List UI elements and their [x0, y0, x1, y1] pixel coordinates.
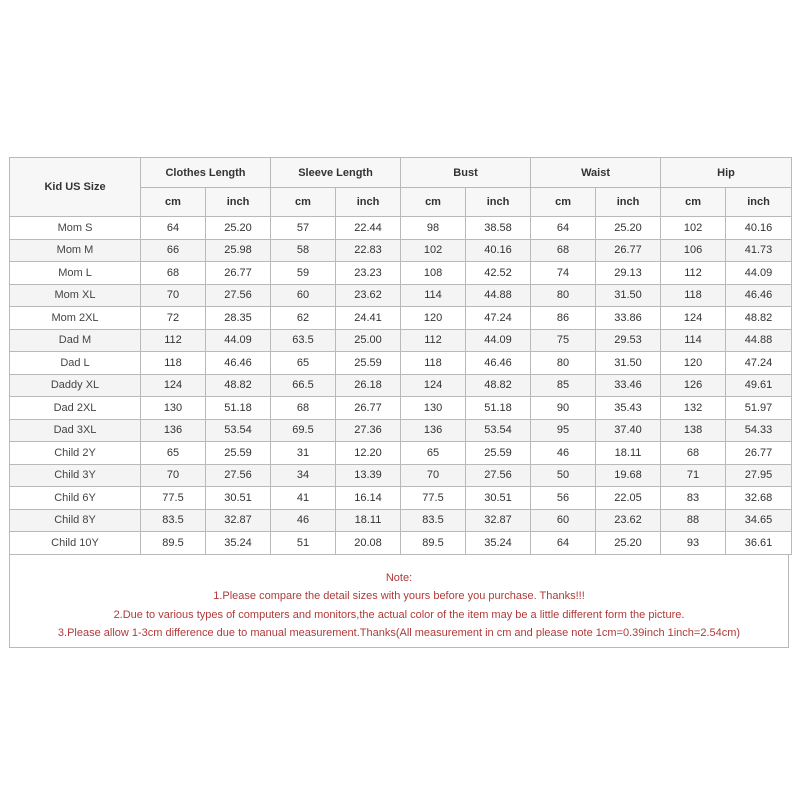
- measurement-cell: 80: [531, 352, 596, 375]
- measurement-cell: 64: [141, 217, 206, 240]
- measurement-cell: 112: [661, 262, 726, 285]
- measurement-cell: 68: [661, 442, 726, 465]
- measurement-cell: 88: [661, 509, 726, 532]
- measurement-cell: 31.50: [596, 284, 661, 307]
- table-row: [10, 284, 792, 307]
- measurement-cell: 95: [531, 419, 596, 442]
- size-label-cell: Mom M: [10, 239, 141, 262]
- measurement-cell: 90: [531, 397, 596, 420]
- measurement-cell: 102: [401, 239, 466, 262]
- measurement-cell: 124: [661, 307, 726, 330]
- measurement-cell: 20.08: [336, 532, 401, 555]
- header-clothes-length: Clothes Length: [141, 158, 271, 188]
- size-label-cell: Mom L: [10, 262, 141, 285]
- measurement-cell: 102: [661, 217, 726, 240]
- measurement-cell: 46.46: [726, 284, 792, 307]
- measurement-cell: 58: [271, 239, 336, 262]
- measurement-cell: 124: [141, 374, 206, 397]
- measurement-cell: 65: [271, 352, 336, 375]
- measurement-cell: 54.33: [726, 419, 792, 442]
- unit-header: inch: [336, 188, 401, 217]
- measurement-cell: 126: [661, 374, 726, 397]
- table-row: [10, 464, 792, 487]
- size-table: [9, 157, 792, 555]
- measurement-cell: 31.50: [596, 352, 661, 375]
- measurement-cell: 70: [141, 284, 206, 307]
- measurement-cell: 28.35: [206, 307, 271, 330]
- measurement-cell: 93: [661, 532, 726, 555]
- measurement-cell: 36.61: [726, 532, 792, 555]
- measurement-cell: 25.59: [466, 442, 531, 465]
- measurement-cell: 42.52: [466, 262, 531, 285]
- measurement-cell: 65: [401, 442, 466, 465]
- measurement-cell: 50: [531, 464, 596, 487]
- unit-header: inch: [596, 188, 661, 217]
- measurement-cell: 27.56: [206, 464, 271, 487]
- measurement-cell: 26.77: [726, 442, 792, 465]
- notes-box: [9, 555, 789, 648]
- size-label-cell: Dad 2XL: [10, 397, 141, 420]
- measurement-cell: 23.62: [596, 509, 661, 532]
- measurement-cell: 25.59: [336, 352, 401, 375]
- size-label-cell: Child 8Y: [10, 509, 141, 532]
- measurement-cell: 18.11: [596, 442, 661, 465]
- unit-header: cm: [661, 188, 726, 217]
- measurement-cell: 120: [401, 307, 466, 330]
- measurement-cell: 66: [141, 239, 206, 262]
- measurement-cell: 51.97: [726, 397, 792, 420]
- table-row: [10, 217, 792, 240]
- measurement-cell: 118: [661, 284, 726, 307]
- measurement-cell: 46: [531, 442, 596, 465]
- header-waist: Waist: [531, 158, 661, 188]
- measurement-cell: 37.40: [596, 419, 661, 442]
- unit-header: cm: [531, 188, 596, 217]
- size-label-cell: Child 3Y: [10, 464, 141, 487]
- measurement-cell: 33.86: [596, 307, 661, 330]
- measurement-cell: 72: [141, 307, 206, 330]
- measurement-cell: 27.95: [726, 464, 792, 487]
- notes-title: Note:: [385, 571, 413, 584]
- measurement-cell: 32.87: [206, 509, 271, 532]
- unit-header: cm: [271, 188, 336, 217]
- measurement-cell: 51: [271, 532, 336, 555]
- measurement-cell: 25.98: [206, 239, 271, 262]
- measurement-cell: 51.18: [466, 397, 531, 420]
- measurement-cell: 41.73: [726, 239, 792, 262]
- size-label-cell: Child 10Y: [10, 532, 141, 555]
- table-body: [10, 217, 792, 555]
- measurement-cell: 60: [531, 509, 596, 532]
- measurement-cell: 44.88: [726, 329, 792, 352]
- measurement-cell: 60: [271, 284, 336, 307]
- measurement-cell: 35.43: [596, 397, 661, 420]
- measurement-cell: 40.16: [466, 239, 531, 262]
- table-row: [10, 509, 792, 532]
- measurement-cell: 38.58: [466, 217, 531, 240]
- measurement-cell: 64: [531, 217, 596, 240]
- measurement-cell: 98: [401, 217, 466, 240]
- measurement-cell: 53.54: [466, 419, 531, 442]
- measurement-cell: 48.82: [726, 307, 792, 330]
- size-label-cell: Dad M: [10, 329, 141, 352]
- table-row: [10, 307, 792, 330]
- measurement-cell: 29.13: [596, 262, 661, 285]
- table-row: [10, 419, 792, 442]
- measurement-cell: 71: [661, 464, 726, 487]
- measurement-cell: 83.5: [401, 509, 466, 532]
- measurement-cell: 112: [141, 329, 206, 352]
- measurement-cell: 85: [531, 374, 596, 397]
- table-row: [10, 239, 792, 262]
- size-label-cell: Child 6Y: [10, 487, 141, 510]
- measurement-cell: 27.56: [206, 284, 271, 307]
- measurement-cell: 46.46: [206, 352, 271, 375]
- measurement-cell: 124: [401, 374, 466, 397]
- measurement-cell: 112: [401, 329, 466, 352]
- measurement-cell: 77.5: [401, 487, 466, 510]
- size-label-cell: Mom S: [10, 217, 141, 240]
- measurement-cell: 130: [401, 397, 466, 420]
- measurement-cell: 19.68: [596, 464, 661, 487]
- measurement-cell: 51.18: [206, 397, 271, 420]
- measurement-cell: 30.51: [466, 487, 531, 510]
- table-row: [10, 352, 792, 375]
- measurement-cell: 56: [531, 487, 596, 510]
- measurement-cell: 68: [531, 239, 596, 262]
- header-bust: Bust: [401, 158, 531, 188]
- measurement-cell: 22.44: [336, 217, 401, 240]
- unit-header: cm: [401, 188, 466, 217]
- unit-header: inch: [726, 188, 792, 217]
- measurement-cell: 68: [271, 397, 336, 420]
- measurement-cell: 118: [141, 352, 206, 375]
- measurement-cell: 32.87: [466, 509, 531, 532]
- measurement-cell: 86: [531, 307, 596, 330]
- size-label-cell: Dad 3XL: [10, 419, 141, 442]
- measurement-cell: 114: [401, 284, 466, 307]
- measurement-cell: 44.09: [726, 262, 792, 285]
- unit-header: inch: [206, 188, 271, 217]
- measurement-cell: 27.36: [336, 419, 401, 442]
- size-label-cell: Mom XL: [10, 284, 141, 307]
- measurement-cell: 62: [271, 307, 336, 330]
- measurement-cell: 13.39: [336, 464, 401, 487]
- measurement-cell: 44.09: [206, 329, 271, 352]
- measurement-cell: 48.82: [206, 374, 271, 397]
- measurement-cell: 26.77: [596, 239, 661, 262]
- measurement-cell: 59: [271, 262, 336, 285]
- measurement-cell: 83: [661, 487, 726, 510]
- measurement-cell: 27.56: [466, 464, 531, 487]
- header-hip: Hip: [661, 158, 792, 188]
- measurement-cell: 57: [271, 217, 336, 240]
- measurement-cell: 26.18: [336, 374, 401, 397]
- measurement-cell: 35.24: [206, 532, 271, 555]
- table-row: [10, 442, 792, 465]
- measurement-cell: 130: [141, 397, 206, 420]
- measurement-cell: 30.51: [206, 487, 271, 510]
- table-row: [10, 487, 792, 510]
- size-label-cell: Dad L: [10, 352, 141, 375]
- header-sleeve-length: Sleeve Length: [271, 158, 401, 188]
- measurement-cell: 47.24: [726, 352, 792, 375]
- header-row: [10, 158, 792, 188]
- measurement-cell: 75: [531, 329, 596, 352]
- measurement-cell: 22.83: [336, 239, 401, 262]
- measurement-cell: 69.5: [271, 419, 336, 442]
- measurement-cell: 136: [141, 419, 206, 442]
- measurement-cell: 118: [401, 352, 466, 375]
- size-column-header: Kid US Size: [10, 158, 141, 217]
- unit-header: inch: [466, 188, 531, 217]
- measurement-cell: 63.5: [271, 329, 336, 352]
- measurement-cell: 46.46: [466, 352, 531, 375]
- measurement-cell: 120: [661, 352, 726, 375]
- measurement-cell: 35.24: [466, 532, 531, 555]
- note-line: 1.Please compare the detail sizes with yours before you purchase. Thanks!!!: [213, 590, 585, 602]
- measurement-cell: 25.20: [596, 217, 661, 240]
- measurement-cell: 64: [531, 532, 596, 555]
- measurement-cell: 132: [661, 397, 726, 420]
- measurement-cell: 70: [141, 464, 206, 487]
- table-row: [10, 262, 792, 285]
- measurement-cell: 25.59: [206, 442, 271, 465]
- measurement-cell: 24.41: [336, 307, 401, 330]
- measurement-cell: 18.11: [336, 509, 401, 532]
- measurement-cell: 25.20: [206, 217, 271, 240]
- measurement-cell: 23.23: [336, 262, 401, 285]
- measurement-cell: 33.46: [596, 374, 661, 397]
- measurement-cell: 44.88: [466, 284, 531, 307]
- measurement-cell: 65: [141, 442, 206, 465]
- measurement-cell: 138: [661, 419, 726, 442]
- measurement-cell: 44.09: [466, 329, 531, 352]
- measurement-cell: 32.68: [726, 487, 792, 510]
- measurement-cell: 22.05: [596, 487, 661, 510]
- size-label-cell: Daddy XL: [10, 374, 141, 397]
- measurement-cell: 89.5: [141, 532, 206, 555]
- measurement-cell: 108: [401, 262, 466, 285]
- size-label-cell: Mom 2XL: [10, 307, 141, 330]
- measurement-cell: 66.5: [271, 374, 336, 397]
- table-row: [10, 374, 792, 397]
- note-line: 2.Due to various types of computers and monitors,the actual color of the item may be a little different form the picture.: [113, 608, 685, 621]
- measurement-cell: 23.62: [336, 284, 401, 307]
- measurement-cell: 68: [141, 262, 206, 285]
- size-chart: [9, 157, 791, 648]
- measurement-cell: 26.77: [206, 262, 271, 285]
- measurement-cell: 77.5: [141, 487, 206, 510]
- measurement-cell: 70: [401, 464, 466, 487]
- measurement-cell: 83.5: [141, 509, 206, 532]
- note-line: 3.Please allow 1-3cm difference due to manual measurement.Thanks(All measurement in cm and please note 1cm=0.39inch 1inch=2.54cm): [57, 627, 741, 639]
- measurement-cell: 136: [401, 419, 466, 442]
- unit-header: cm: [141, 188, 206, 217]
- table-row: [10, 532, 792, 555]
- measurement-cell: 34: [271, 464, 336, 487]
- measurement-cell: 40.16: [726, 217, 792, 240]
- measurement-cell: 80: [531, 284, 596, 307]
- measurement-cell: 106: [661, 239, 726, 262]
- measurement-cell: 26.77: [336, 397, 401, 420]
- measurement-cell: 89.5: [401, 532, 466, 555]
- measurement-cell: 41: [271, 487, 336, 510]
- measurement-cell: 34.65: [726, 509, 792, 532]
- measurement-cell: 31: [271, 442, 336, 465]
- measurement-cell: 53.54: [206, 419, 271, 442]
- measurement-cell: 46: [271, 509, 336, 532]
- table-row: [10, 329, 792, 352]
- measurement-cell: 48.82: [466, 374, 531, 397]
- table-row: [10, 397, 792, 420]
- measurement-cell: 12.20: [336, 442, 401, 465]
- size-label-cell: Child 2Y: [10, 442, 141, 465]
- measurement-cell: 49.61: [726, 374, 792, 397]
- measurement-cell: 29.53: [596, 329, 661, 352]
- measurement-cell: 16.14: [336, 487, 401, 510]
- measurement-cell: 47.24: [466, 307, 531, 330]
- measurement-cell: 114: [661, 329, 726, 352]
- measurement-cell: 25.20: [596, 532, 661, 555]
- measurement-cell: 74: [531, 262, 596, 285]
- measurement-cell: 25.00: [336, 329, 401, 352]
